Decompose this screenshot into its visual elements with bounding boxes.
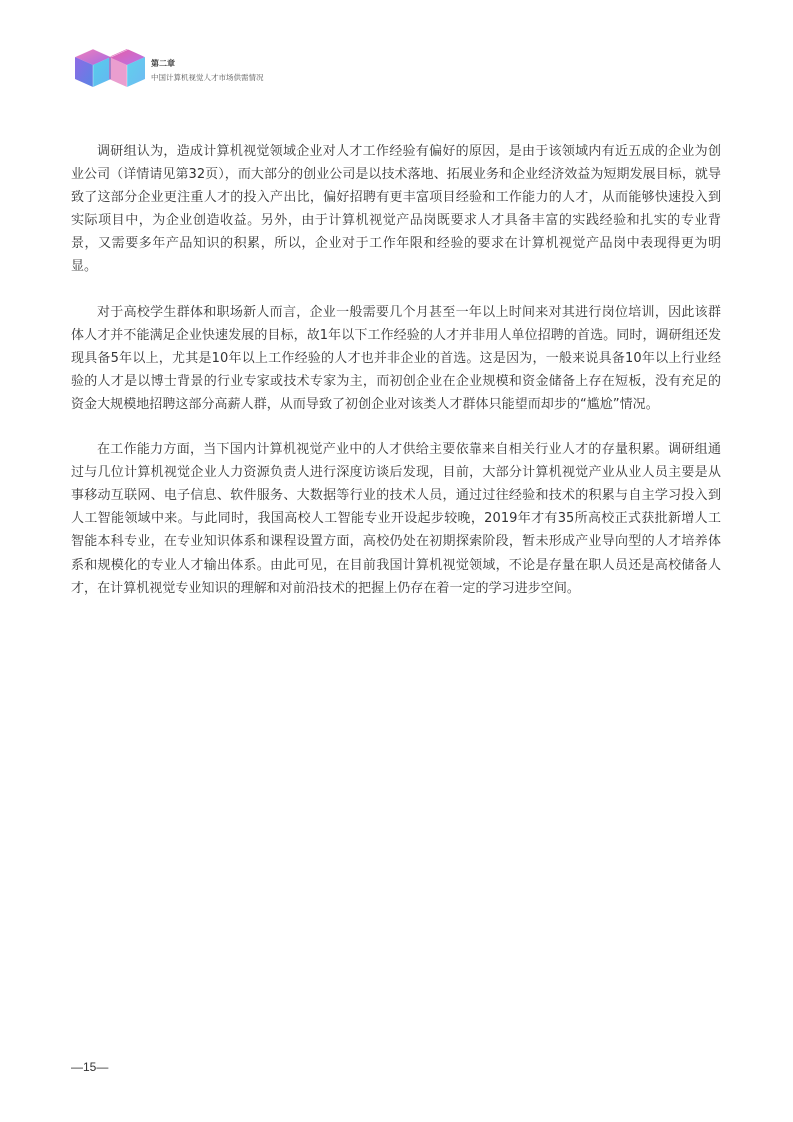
chapter-subtitle: 中国计算机视觉人才市场供需情况 (151, 73, 264, 82)
chapter-title: 第二章 (151, 59, 175, 68)
paragraph-2: 对于高校学生群体和职场新人而言，企业一般需要几个月甚至一年以上时间来对其进行岗位培训，因此该群体人才并不能满足企业快速发展的目标，故1年以下工作经验的人才并非用人单位招聘的首选。同时，调研组还发现具备5年以上，尤其是10年以上工作经验的人才也并非企业的首选。这是因为，一般来说具备10年以上行业经验的人才是以博士背景的行业专家或技术专家为主，而初创企业在企业规模和资金储备上存在短板，没有充足的资金大规模地招聘这部分高薪人群，从而导致了初创企业对该类人才群体只能望而却步的“尴尬”情况。 (71, 304, 721, 412)
paragraph-3: 在工作能力方面，当下国内计算机视觉产业中的人才供给主要依靠来自相关行业人才的存量积累。调研组通过与几位计算机视觉企业人力资源负责人进行深度访谈后发现，目前，大部分计算机视觉产业从业人员主要是从事移动互联网、电子信息、软件服务、大数据等行业的技术人员，通过过往经验和技术的积累与自主学习投入到人工智能领域中来。与此同时，我国高校人工智能专业开设起步较晚，2019年才有35所高校正式获批新增人工智能本科专业，在专业知识体系和课程设置方面，高校仍处在初期探索阶段，暂未形成产业导向型的人才培养体系和规模化的专业人才输出体系。由此可见，在目前我国计算机视觉领域，不论是存量在职人员还是高校储备人才，在计算机视觉专业知识的理解和对前沿技术的把握上仍存在着一定的学习进步空间。 (71, 442, 721, 596)
body-text (71, 140, 721, 622)
double-cube-logo-icon (73, 45, 149, 91)
page-number: —15— (71, 1060, 109, 1074)
paragraph-1: 调研组认为，造成计算机视觉领域企业对人才工作经验有偏好的原因，是由于该领域内有近五成的企业为创业公司（详情请见第32页），而大部分的创业公司是以技术落地、拓展业务和企业经济效益为短期发展目标，就导致了这部分企业更注重人才的投入产出比，偏好招聘有更丰富项目经验和工作能力的人才，从而能够快速投入到实际项目中，为企业创造收益。另外，由于计算机视觉产品岗既要求人才具备丰富的实践经验和扎实的专业背景，又需要多年产品知识的积累，所以，企业对于工作年限和经验的要求在计算机视觉产品岗中表现得更为明显。 (71, 144, 721, 275)
page-header (73, 45, 473, 93)
